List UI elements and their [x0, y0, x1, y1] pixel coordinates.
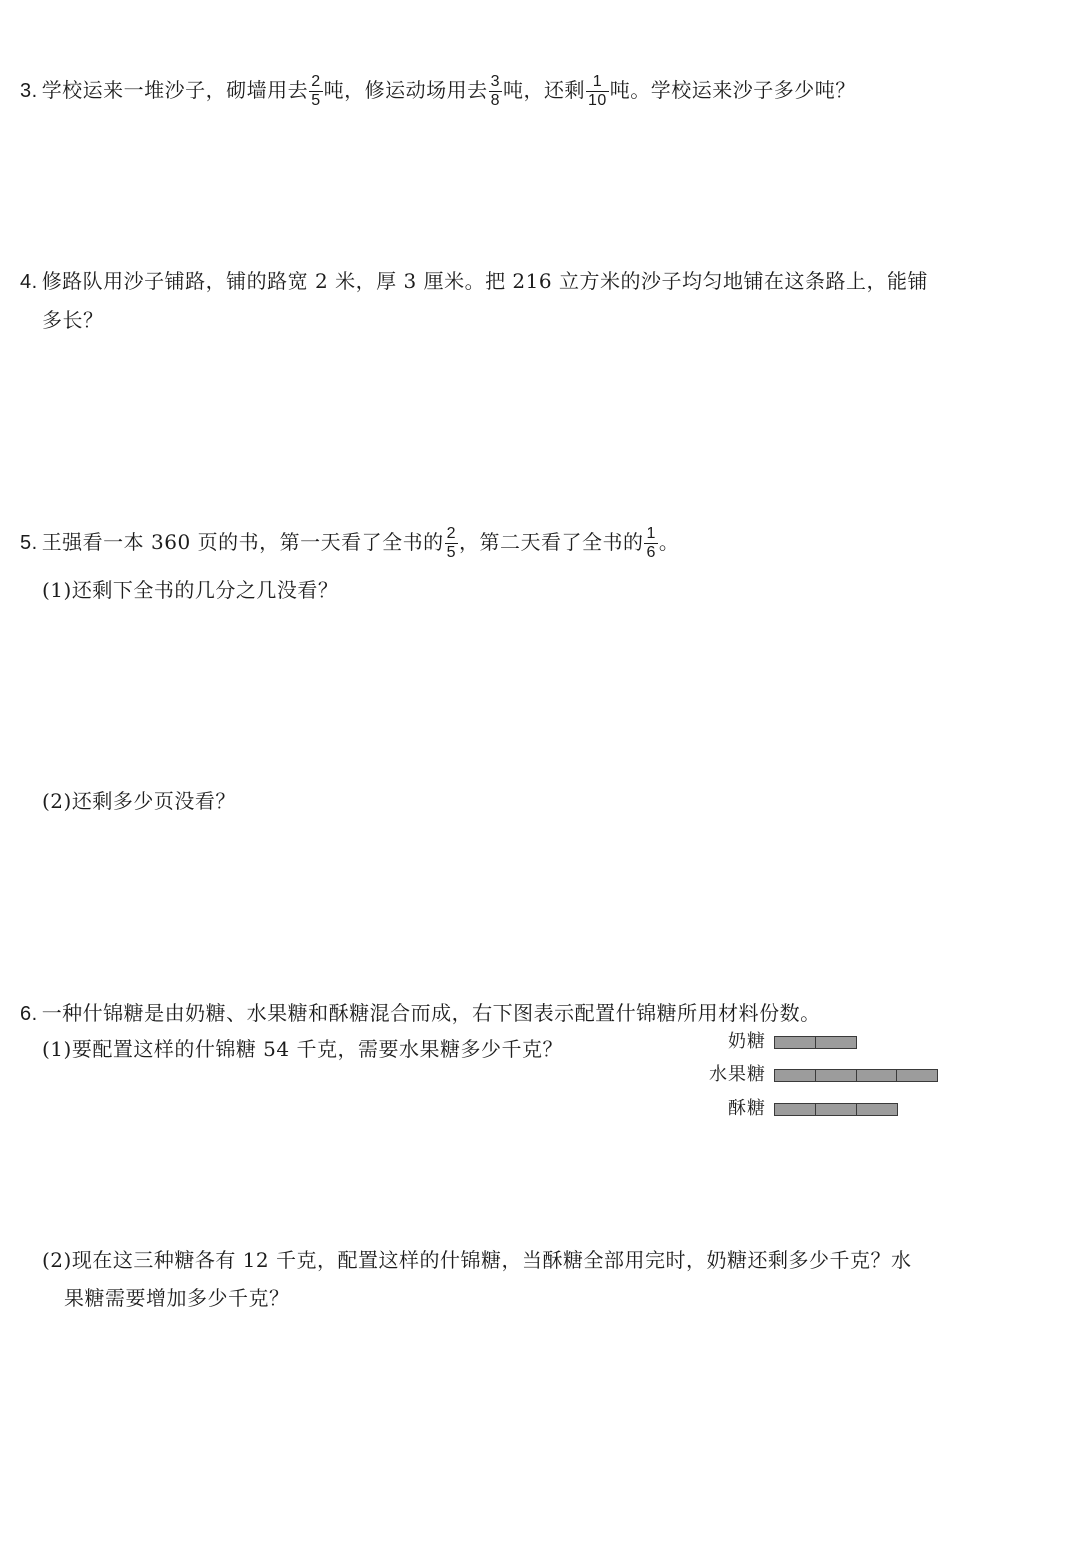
- part-bars: [774, 1103, 896, 1116]
- question-6: [20, 995, 821, 1032]
- denominator: 5: [446, 544, 456, 561]
- part-segment: [896, 1069, 938, 1082]
- denominator: 10: [588, 92, 607, 109]
- question-4: [20, 263, 928, 300]
- row-label: 奶糖: [728, 1031, 766, 1052]
- part-segment: [815, 1036, 857, 1049]
- row-label: 酥糖: [728, 1098, 766, 1119]
- question-text: 吨。学校运来沙子多少吨？: [609, 78, 856, 102]
- question-text: 吨，还剩: [503, 78, 585, 102]
- sub-question-5-2: (2)还剩多少页没看？: [42, 789, 236, 813]
- question-number: 5.: [20, 532, 38, 554]
- numerator: 1: [592, 73, 603, 90]
- question-number: 4.: [20, 271, 38, 293]
- fraction: [586, 73, 609, 110]
- sub-question-6-2-continued: 果糖需要增加多少千克？: [64, 1286, 290, 1310]
- question-text: 王强看一本 360 页的书，第一天看了全书的: [41, 530, 444, 554]
- row-label: 水果糖: [709, 1064, 766, 1085]
- part-segment: [856, 1103, 898, 1116]
- numerator: 2: [446, 525, 456, 542]
- question-4-continued: 多长？: [42, 308, 104, 332]
- question-text: 。: [658, 530, 680, 554]
- question-number: 6.: [20, 1003, 38, 1025]
- part-bars: [774, 1036, 856, 1049]
- fraction: [644, 525, 657, 562]
- question-text: 吨，修运动场用去: [323, 78, 488, 102]
- part-segment: [774, 1069, 816, 1082]
- numerator: 1: [646, 525, 656, 542]
- question-text: 学校运来一堆沙子，砌墙用去: [41, 78, 309, 102]
- question-text: 一种什锦糖是由奶糖、水果糖和酥糖混合而成，右下图表示配置什锦糖所用材料份数。: [41, 1001, 821, 1025]
- fraction: [445, 525, 458, 562]
- fraction: [489, 73, 502, 110]
- part-segment: [774, 1036, 816, 1049]
- denominator: 5: [311, 92, 321, 109]
- question-text: 修路队用沙子铺路，铺的路宽 2 米，厚 3 厘米。把 216 立方米的沙子均匀地铺在这条路上，能铺: [41, 269, 928, 293]
- part-segment: [815, 1103, 857, 1116]
- part-segment: [815, 1069, 857, 1082]
- part-segment: [856, 1069, 898, 1082]
- denominator: 8: [490, 92, 500, 109]
- sub-question-6-1: (1)要配置这样的什锦糖 54 千克，需要水果糖多少千克？: [42, 1037, 563, 1061]
- sub-question-6-2: (2)现在这三种糖各有 12 千克，配置这样的什锦糖，当酥糖全部用完时，奶糖还剩多少千克？水: [42, 1248, 912, 1272]
- sub-question-5-1: (1)还剩下全书的几分之几没看？: [42, 578, 339, 602]
- numerator: 3: [490, 73, 500, 90]
- question-5: [20, 524, 679, 562]
- question-number: 3.: [20, 80, 38, 102]
- fraction: [309, 73, 322, 110]
- question-text: ，第二天看了全书的: [458, 530, 644, 554]
- part-segment: [774, 1103, 816, 1116]
- numerator: 2: [311, 73, 321, 90]
- denominator: 6: [646, 544, 656, 561]
- question-3: [20, 72, 856, 110]
- part-bars: [774, 1069, 937, 1082]
